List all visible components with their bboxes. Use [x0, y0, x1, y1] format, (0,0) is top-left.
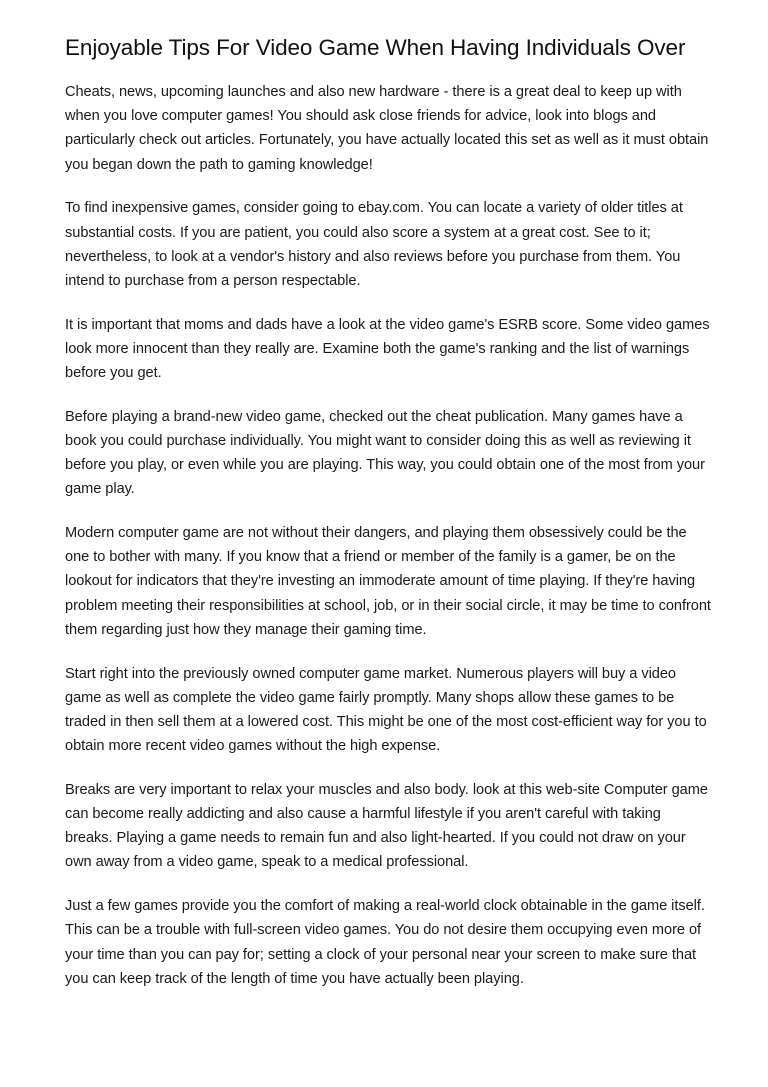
- paragraph-6: Start right into the previously owned computer game market. Numerous players will buy a video game as well as complete the video game fairly promptly. Many shops allow these games to be traded in then sell them at a lowered cost. This might be one of the most cost-efficient way for you to obtain more recent video games without the high expense.: [65, 665, 707, 755]
- document-title: Enjoyable Tips For Video Game When Having Individuals Over: [65, 35, 686, 60]
- paragraph-7: Breaks are very important to relax your muscles and also body. look at this web-site Computer game can become really addicting and also cause a harmful lifestyle if you aren't careful with taking breaks. Playing a game needs to remain fun and also light-hearted. If you could not draw on your own away from a video game, speak to a medical professional.: [65, 781, 708, 871]
- paragraph-5: Modern computer game are not without their dangers, and playing them obsessively could be the one to bother with many. If you know that a friend or member of the family is a gamer, be on the lookout for indicators that they're investing an immoderate amount of time playing. If they're having problem meeting their responsibilities at school, job, or in their social circle, it may be time to confront them regarding just how they manage their gaming time.: [65, 525, 711, 638]
- paragraph-1: Cheats, news, upcoming launches and also new hardware - there is a great deal to keep up with when you love computer games! You should ask close friends for advice, look into blogs and particularly check out articles. Fortunately, you have actually located this set as well as it must obtain you began down the path to gaming knowledge!: [65, 84, 709, 173]
- document-page: [65, 36, 711, 1011]
- paragraph-2: To find inexpensive games, consider going to ebay.com. You can locate a variety of older titles at substantial costs. If you are patient, you could also score a system at a great cost. See to it; nevertheless, to look at a vendor's history and also reviews before you purchase from them. You intend to purchase from a person respectable.: [65, 200, 683, 289]
- paragraph-3: It is important that moms and dads have a look at the video game's ESRB score. Some video games look more innocent than they really are. Examine both the game's ranking and the list of warnings before you get.: [65, 316, 710, 382]
- paragraph-4: Before playing a brand-new video game, checked out the cheat publication. Many games have a book you could purchase individually. You might want to consider doing this as well as reviewing it before you play, or even while you are playing. This way, you could obtain one of the most from your game play.: [65, 408, 705, 498]
- paragraph-8: Just a few games provide you the comfort of making a real-world clock obtainable in the game itself. This can be a trouble with full-screen video games. You do not desire them occupying even more of your time than you can pay for; setting a clock of your personal near your screen to make sure that you can keep track of the length of time you have actually been playing.: [65, 898, 705, 987]
